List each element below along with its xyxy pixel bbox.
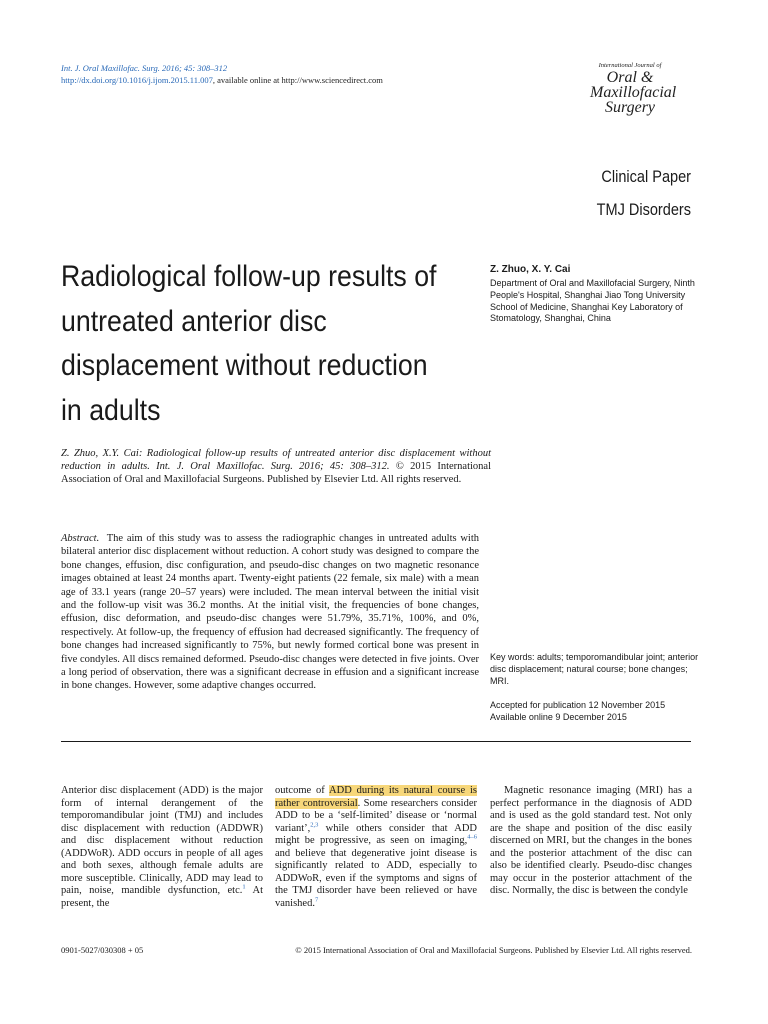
- journal-citation[interactable]: Int. J. Oral Maxillofac. Surg. 2016; 45: 308–312: [61, 63, 228, 73]
- body-text-col1-tail: At present, the: [61, 885, 263, 909]
- article-citation: [61, 447, 491, 487]
- online-availability: , available online at http://www.sciencedirect.com: [212, 75, 383, 85]
- body-text-col1: Anterior disc displacement (ADD) is the major form of internal derangement of the temporomandibular joint (TMJ) and includes disc displacement with reduction (ADDWR) and disc displacement without reduction (ADDWoR). ADD occurs in people of all ages and both sexes, although female adults are more susceptible. Clinically, ADD may lead to pain, noise, mandible dysfunction, etc.: [61, 785, 263, 896]
- author-names: Z. Zhuo, X. Y. Cai: [490, 264, 571, 275]
- abstract-text: The aim of this study was to assess the radiographic changes in untreated adults with bilateral anterior disc displacement without reduction. A cohort study was designed to compare the bone changes, effusion, disc configuration, and pseudo-disc changes on two magnetic resonance images obtained at least 24 months apart. Twenty-eight patients (22 female, six male) with a mean age of 33.1 years (range 20–57 years) were included. The mean interval between the initial visit and the follow-up visit was 36.2 months. At the initial visit, the frequencies of bone changes, effusion, disc deformation, and pseudo-disc changes were 51.79%, 35.71%, 100%, and 0%, respectively. At follow-up, the frequency of effusion had decreased significantly. The frequency of bone changes had increased significantly to 75%, but newly formed cortical bone was present in five condyles. All discs remained deformed. Pseudo-disc changes were detected in five joints. Over a long period of observation, there was a significant decrease in effusion and a significant increase in bone changes. However, some adaptive changes occurred.: [61, 533, 479, 692]
- body-text-col3: Magnetic resonance imaging (MRI) has a perfect performance in the diagnosis of ADD and is used as the gold standard test. Not only are the shape and position of the disc easily discerned on MRI, but the changes in the bones and the posterior attachment of the disc can also be identified clearly. Pseudo-disc changes may occur in the posterior attachment of the disc. Normally, the disc is between the condyle: [490, 785, 692, 896]
- body-column-2: [275, 785, 477, 910]
- article-type: Clinical Paper: [601, 168, 691, 186]
- abstract: [61, 532, 479, 693]
- section-divider: [61, 741, 691, 742]
- citation-text: Z. Zhuo, X.Y. Cai: Radiological follow-up results of untreated anterior disc displacement without reduction in adults. Int. J. Oral Maxillofac. Surg. 2016; 45: 308–312.: [61, 448, 491, 473]
- body-column-3: [490, 785, 692, 898]
- reference-link[interactable]: 1: [242, 883, 246, 891]
- footer-code: 0901-5027/030308 + 05: [61, 945, 144, 955]
- reference-link[interactable]: 7: [314, 896, 319, 903]
- body-text-col2-b: . Some researchers consider ADD to be a ‘self-limited’ disease or ‘normal variant’,: [275, 797, 477, 834]
- highlighted-text[interactable]: ADD during its natural course is rather controversial: [275, 785, 477, 809]
- logo-line-4: Surgery: [604, 99, 656, 116]
- doi-link[interactable]: http://dx.doi.org/10.1016/j.ijom.2015.11.007: [61, 75, 213, 85]
- citation-copyright: © 2015 International Association of Oral and Maxillofacial Surgeons. Published by Elsevier Ltd. All rights reserved.: [61, 461, 491, 486]
- body-text-col2-d: and believe that degenerative joint disease is significantly related to ADD, especially to ADDWoR, even if the symptoms and signs of the TMJ disorder have been relieved or have vanished.: [275, 847, 477, 909]
- logo-line-3: Maxillofacial: [590, 84, 677, 101]
- accepted-date: Accepted for publication 12 November 2015: [490, 700, 666, 710]
- logo-line-2: Oral &: [606, 69, 654, 86]
- available-online-date: Available online 9 December 2015: [490, 711, 627, 722]
- article-topic: TMJ Disorders: [596, 201, 691, 219]
- publication-dates: [490, 700, 705, 724]
- journal-logo: [590, 62, 677, 116]
- logo-line-1: International Journal of: [598, 62, 662, 69]
- author-affiliation: Department of Oral and Maxillofacial Surgery, Ninth People's Hospital, Shanghai Jiao Tong University School of Medicine, Shanghai Key Laboratory of Stomatology, Shanghai, China: [490, 278, 695, 324]
- body-text-col2-c: while others consider that ADD might be progressive, as seen on imaging,: [275, 822, 477, 846]
- reference-link[interactable]: 4–6: [467, 833, 477, 841]
- abstract-label: Abstract.: [61, 533, 100, 544]
- keywords: Key words: adults; temporomandibular joint; anterior disc displacement; natural course; bone changes; MRI.: [490, 652, 699, 686]
- journal-reference: [61, 62, 383, 86]
- article-title: Radiological follow-up results of untreated anterior disc displacement without reduction in adults: [61, 260, 437, 427]
- body-column-1: [61, 785, 263, 910]
- footer-copyright: © 2015 International Association of Oral and Maxillofacial Surgeons. Published by Elsevier Ltd. All rights reserved.: [295, 945, 692, 955]
- reference-link[interactable]: 2,3: [310, 821, 319, 828]
- body-text-col2-a: outcome of: [275, 785, 330, 796]
